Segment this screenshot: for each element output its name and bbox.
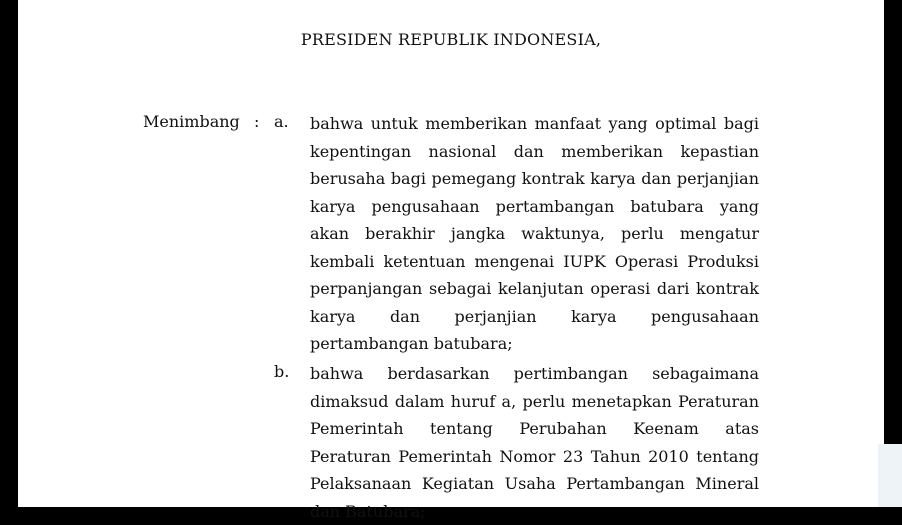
document-page (18, 0, 884, 521)
item-letter-b: b. (274, 362, 290, 381)
item-text-b: bahwa berdasarkan pertimbangan sebagaimana dimaksud dalam huruf a, perlu menetapkan Peraturan Pemerintah tentang Perubahan Keenam atas Peraturan Pemerintah Nomor 23 Tahun 2010 tentang Pelaksanaan Kegiatan Usaha Pertambangan Mineral dan Batubara; (310, 364, 759, 521)
document-header: PRESIDEN REPUBLIK INDONESIA, (300, 30, 602, 49)
item-text-a: bahwa untuk memberikan manfaat yang optimal bagi kepentingan nasional dan memberikan kepastian berusaha bagi pemegang kontrak karya dan perjanjian karya pengusahaan pertambangan batubara yang akan berakhir jangka waktunya, perlu mengatur kembali ketentuan mengenai IUPK Operasi Produksi perpanjangan sebagai kelanjutan operasi dari kontrak karya dan perjanjian karya pengusahaan pertambangan batubara; (310, 114, 759, 353)
page-corner-shade (878, 444, 902, 507)
section-label: Menimbang (143, 112, 240, 131)
section-separator: : (254, 112, 260, 131)
item-letter-a: a. (274, 112, 289, 131)
